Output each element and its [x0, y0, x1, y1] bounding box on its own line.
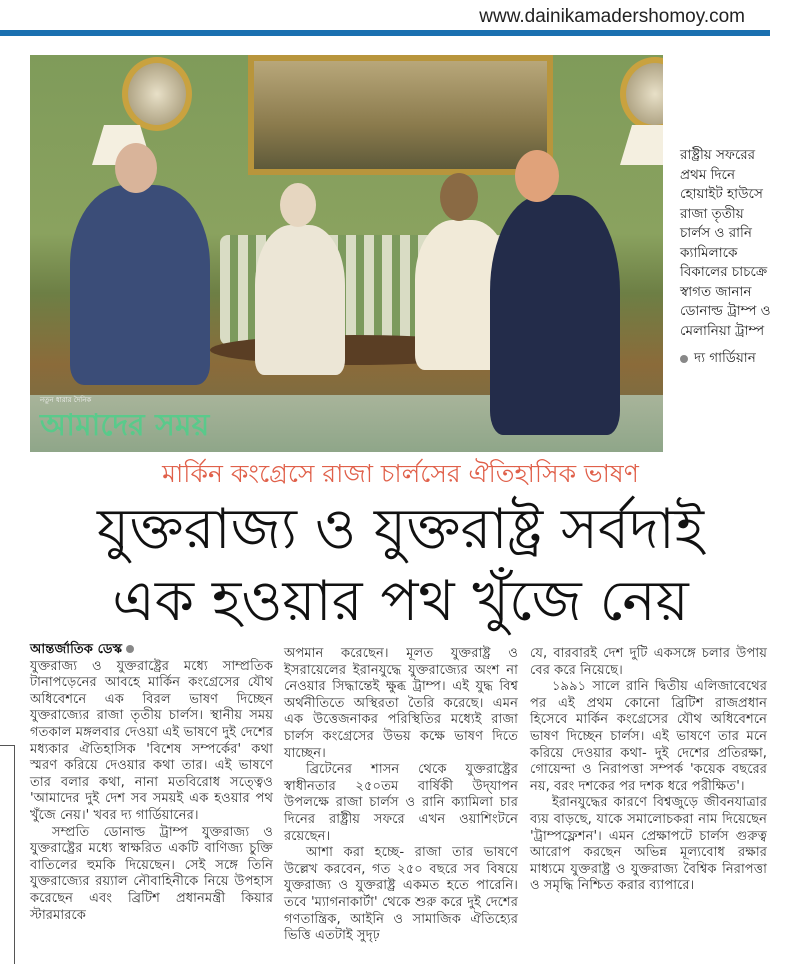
article-column-1: [30, 642, 273, 924]
dateline: আন্তর্জাতিক ডেস্ক: [30, 642, 123, 657]
paragraph: সম্প্রতি ডোনাল্ড ট্রাম্প যুক্তরাজ্য ও যুক্তরাষ্ট্রের মধ্যে স্বাক্ষরিত একটি বাণিজ্য চুক্তি বাতিলের হুমকি দিয়েছেন। সেই সঙ্গে তিনি যুক্তরাজ্যের রয়্যাল নৌবাহিনীকে নিয়ে উপহাস করেছেন এবং ব্রিটিশ প্রধানমন্ত্রী কিয়ার স্টারমারকে: [30, 824, 273, 923]
person-queen: [255, 225, 345, 375]
credit-text: দ্য গার্ডিয়ান: [694, 350, 756, 366]
mirror-left: [122, 57, 192, 131]
news-photo: [30, 55, 663, 452]
paragraph: অপমান করেছেন। মূলত যুক্তরাষ্ট্র ও ইসরায়েলের ইরানযুদ্ধে যুক্তরাজ্যের অংশ না নেওয়ার সিদ্ধান্তেই ক্ষুব্ধ ট্রাম্প। এই যুদ্ধ বিশ্ব অর্থনীতিতে অস্থিরতা তৈরি করেছে। এমন এক উত্তেজনাকর পরিস্থিতির মধ্যেই রাজা চার্লস কংগ্রেসের উভয় কক্ষে ভাষণ দিতে যাচ্ছেন।: [284, 646, 518, 761]
paragraph: যুক্তরাজ্য ও যুক্তরাষ্ট্রের মধ্যে সাম্প্রতিক টানাপড়েনের আবহে মার্কিন কংগ্রেসের যৌথ অধিবেশনে এক বিরল ভাষণ দিচ্ছেন যুক্তরাজ্যের রাজা তৃতীয় চার্লস। স্থানীয় সময় গতকাল মঙ্গলবার দেওয়া এই ভাষণে দুই দেশের মধ্যকার ঐতিহাসিক 'বিশেষ সম্পর্কের' কথা স্মরণ করিয়ে দেওয়ার কথা তার। এই ভাষণে তার বলার কথা, নানা মতবিরোধ সত্ত্বেও 'আমাদের দুই দেশ সব সময়ই এক হওয়ার পথ খুঁজে নেয়।' খবর দ্য গার্ডিয়ানের।: [30, 658, 273, 823]
head: [115, 143, 157, 193]
mirror-right: [620, 57, 663, 131]
headline-line-1: যুক্তরাজ্য ও যুক্তরাষ্ট্র সর্বদাই: [97, 497, 704, 562]
person-king: [70, 185, 210, 385]
photo-caption: [680, 146, 775, 369]
adjacent-column-box: [0, 745, 15, 964]
head: [515, 150, 559, 202]
person-president: [490, 195, 620, 435]
paragraph: আশা করা হচ্ছে- রাজা তার ভাষণে উল্লেখ করবেন, গত ২৫০ বছরে সব বিষয়ে যুক্তরাজ্য ও যুক্তরাষ্ট্র একমত হতে পারেনি। তবে 'ম্যাগনাকার্টা' থেকে শুরু করে দুই দেশের গণতান্ত্রিক, আইনি ও সামাজিক ঐতিহ্যের ভিত্তি এতটাই সুদৃঢ়: [284, 845, 518, 944]
paragraph: ব্রিটেনের শাসন থেকে যুক্তরাষ্ট্রের স্বাধীনতার ২৫০তম বার্ষিকী উদ্‌যাপন উপলক্ষে রাজা চার্লস ও রানি ক্যামিলা চার দিনের রাষ্ট্রীয় সফরে এখন ওয়াশিংটনে রয়েছেন।: [284, 762, 518, 844]
head: [440, 173, 478, 221]
site-url: www.dainikamadershomoy.com: [479, 6, 745, 27]
bullet-icon: [680, 355, 688, 363]
article-column-2: [284, 646, 518, 945]
head: [280, 183, 316, 227]
caption-text: রাষ্ট্রীয় সফরের প্রথম দিনে হোয়াইট হাউসে রাজা তৃতীয় চার্লস ও রানি ক্যামিলাকে বিকালের চাচক্রে স্বাগত জানান ডোনাল্ড ট্রাম্প ও মেলানিয়া ট্রাম্প: [680, 147, 771, 339]
watermark-tagline: নতুন ধারার দৈনিক: [40, 396, 92, 404]
paragraph: যে, বারবারই দেশ দুটি একসঙ্গে চলার উপায় বের করে নিয়েছে।: [530, 646, 767, 678]
photo-credit: [680, 349, 775, 369]
lamp-right: [620, 125, 663, 165]
watermark-logo: আমাদের সময়: [40, 408, 210, 443]
headline-line-2: এক হওয়ার পথ খুঁজে নেয়: [112, 569, 689, 634]
kicker: মার্কিন কংগ্রেসে রাজা চার্লসের ঐতিহাসিক ভাষণ: [162, 459, 639, 488]
article-column-3: [530, 646, 767, 895]
header-rule: [0, 30, 770, 36]
paragraph: ইরানযুদ্ধের কারণে বিশ্বজুড়ে জীবনযাত্রার ব্যয় বাড়ছে, যাকে সমালোচকরা নাম দিয়েছেন 'ট্রাম্পফ্লেশন'। এমন প্রেক্ষাপটে চার্লস গুরুত্ব আরোপ করছেন অভিন্ন মূল্যবোধ রক্ষার মাধ্যমে যুক্তরাষ্ট্র ও যুক্তরাজ্য বৈশ্বিক নিরাপত্তা ও সমৃদ্ধি নিশ্চিত করার ব্যাপারে।: [530, 795, 767, 894]
paragraph: ১৯৯১ সালে রানি দ্বিতীয় এলিজাবেথের পর এই প্রথম কোনো ব্রিটিশ রাজপ্রধান হিসেবে মার্কিন কংগ্রেসের যৌথ অধিবেশনে ভাষণ দিচ্ছেন চার্লস। এই ভাষণে তার মনে করিয়ে দেওয়ার কথা- দুই দেশের প্রতিরক্ষা, গোয়েন্দা ও নিরাপত্তা সম্পর্ক 'কয়েক বছরের নয়, বরং দশকের পর দশক ধরে পরীক্ষিত'।: [530, 679, 767, 794]
painting: [248, 55, 553, 175]
bullet-icon: [126, 645, 134, 653]
